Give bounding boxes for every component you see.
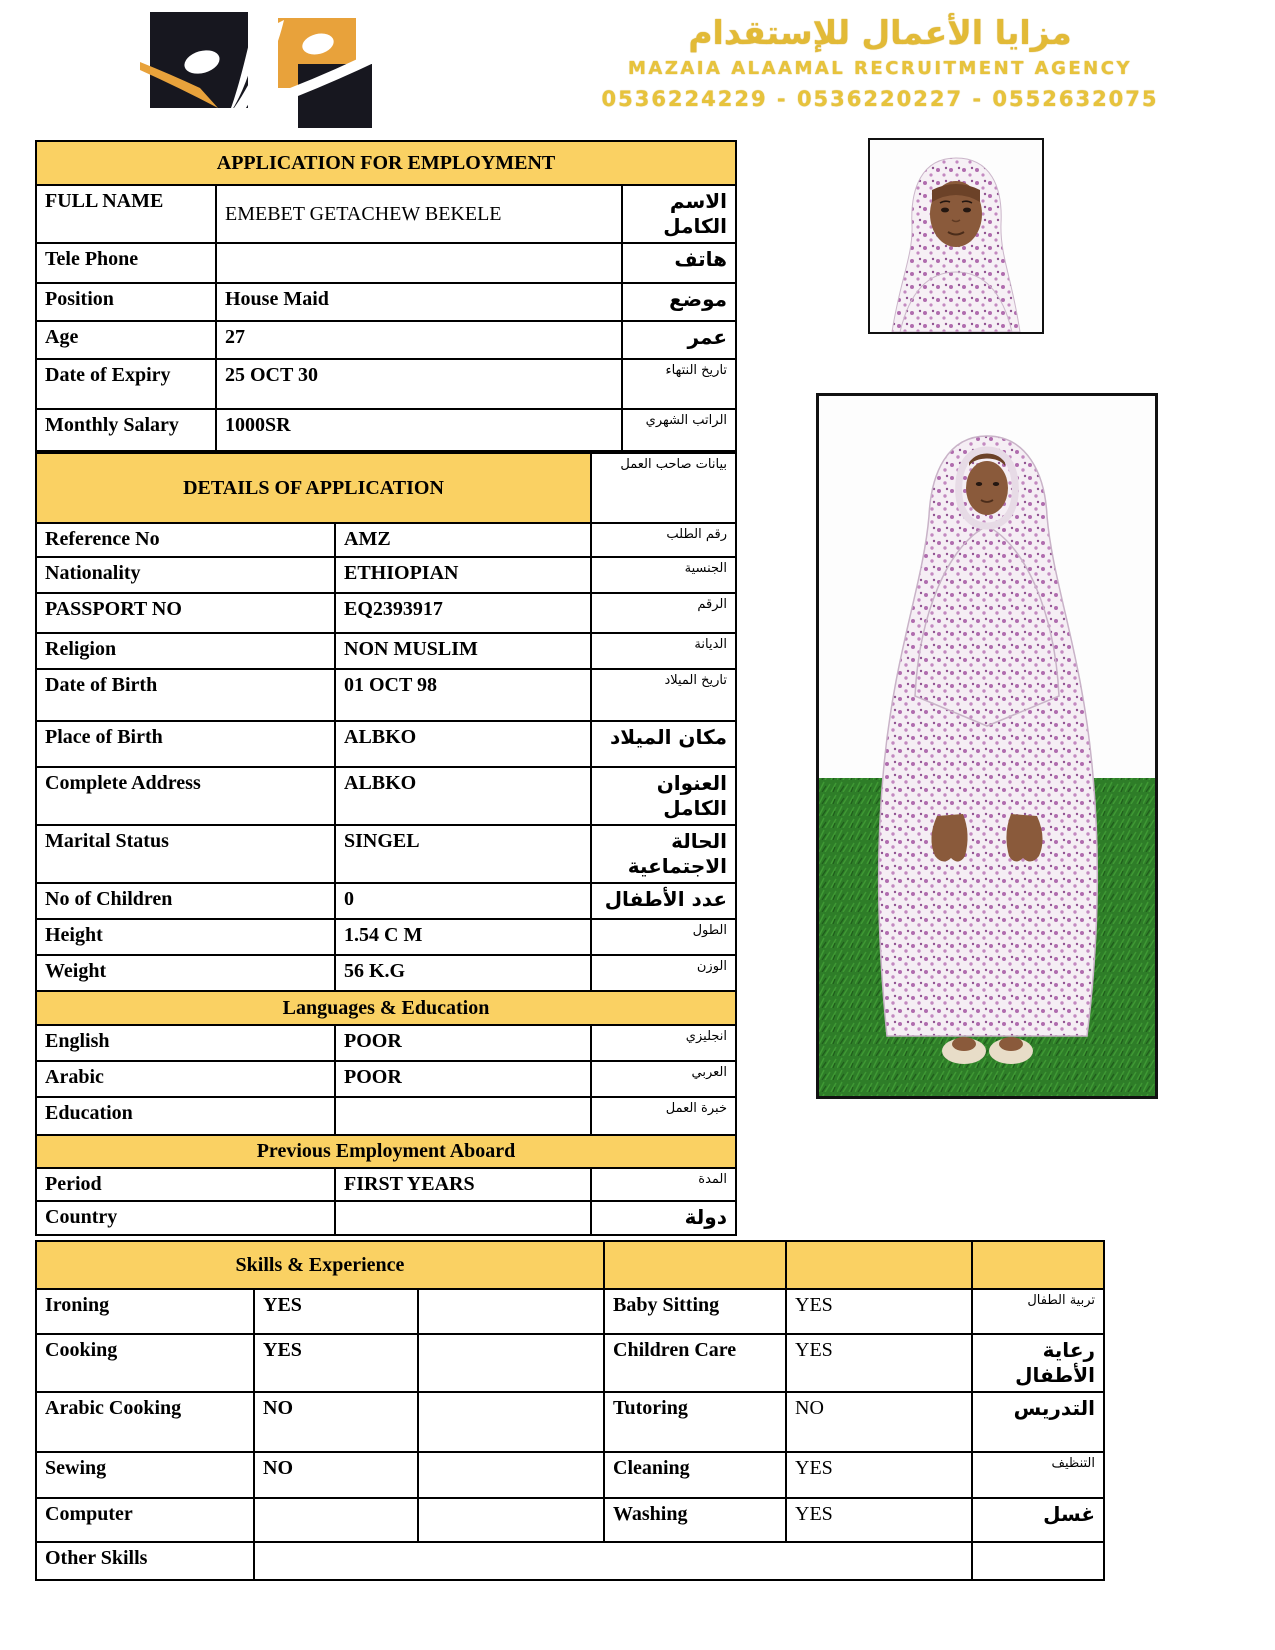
- skill-label: Tutoring: [604, 1392, 786, 1452]
- field-arabic-label: الجنسية: [591, 557, 736, 593]
- field-label: Arabic: [36, 1061, 335, 1097]
- skill-label: Baby Sitting: [604, 1289, 786, 1334]
- agency-logo-graphic: [140, 4, 380, 130]
- field-value: EQ2393917: [335, 593, 591, 633]
- field-label: Position: [36, 283, 216, 321]
- table-row: [36, 1201, 736, 1235]
- table-row: [36, 1135, 736, 1168]
- table-row: [36, 1452, 1104, 1498]
- table-row: [36, 919, 736, 955]
- field-value: [216, 243, 622, 283]
- field-arabic-label: عدد الأطفال: [591, 883, 736, 919]
- languages-section-header: Languages & Education: [36, 991, 736, 1025]
- skill-extra-cell: [418, 1334, 604, 1392]
- field-value: FIRST YEARS: [335, 1168, 591, 1201]
- field-label: Complete Address: [36, 767, 335, 825]
- table-row: [36, 593, 736, 633]
- skill-extra-cell: [418, 1452, 604, 1498]
- skill-arabic-label: تربية الطفال: [972, 1289, 1104, 1334]
- field-arabic-label: مكان الميلاد: [591, 721, 736, 767]
- field-arabic-label: الرقم: [591, 593, 736, 633]
- field-arabic-label: الطول: [591, 919, 736, 955]
- agency-phone-numbers: 0536224229 - 0536220227 - 0552632075: [601, 86, 1159, 111]
- table-row: [36, 1542, 1104, 1580]
- field-label: English: [36, 1025, 335, 1061]
- details-table-title: DETAILS OF APPLICATION: [36, 453, 591, 523]
- field-label: Religion: [36, 633, 335, 669]
- skill-value: NO: [254, 1452, 418, 1498]
- skill-extra-cell: [418, 1498, 604, 1542]
- table-row: [36, 955, 736, 991]
- skill-extra-cell: [418, 1289, 604, 1334]
- table-row: [36, 1241, 1104, 1289]
- skill-value: NO: [786, 1392, 972, 1452]
- field-value: POOR: [335, 1025, 591, 1061]
- agency-name-arabic: مزايا الأعمال للإستقدام: [688, 13, 1072, 52]
- table-row: [36, 409, 736, 451]
- table-row: [36, 767, 736, 825]
- field-value: EMEBET GETACHEW BEKELE: [216, 185, 622, 243]
- skill-value: YES: [254, 1334, 418, 1392]
- field-label: Date of Expiry: [36, 359, 216, 409]
- skill-label: Computer: [36, 1498, 254, 1542]
- skill-value: YES: [786, 1289, 972, 1334]
- field-label: Marital Status: [36, 825, 335, 883]
- table-row: [36, 1289, 1104, 1334]
- field-label: Monthly Salary: [36, 409, 216, 451]
- field-arabic-label: رقم الطلب: [591, 523, 736, 557]
- field-label: FULL NAME: [36, 185, 216, 243]
- field-value: 1.54 C M: [335, 919, 591, 955]
- skill-value: [254, 1498, 418, 1542]
- previous-employment-section-header: Previous Employment Aboard: [36, 1135, 736, 1168]
- field-label: Tele Phone: [36, 243, 216, 283]
- skill-arabic-label: التدريس: [972, 1392, 1104, 1452]
- field-value: AMZ: [335, 523, 591, 557]
- skill-label: Children Care: [604, 1334, 786, 1392]
- field-label: Weight: [36, 955, 335, 991]
- field-value: [335, 1201, 591, 1235]
- field-arabic-label: المدة: [591, 1168, 736, 1201]
- field-value: 1000SR: [216, 409, 622, 451]
- field-arabic-label: انجليزي: [591, 1025, 736, 1061]
- skill-label: Cooking: [36, 1334, 254, 1392]
- agency-name-english: MAZAIA ALAAMAL RECRUITMENT AGENCY: [627, 57, 1132, 79]
- field-arabic-label: الوزن: [591, 955, 736, 991]
- field-arabic-label: العربي: [591, 1061, 736, 1097]
- skill-value: NO: [254, 1392, 418, 1452]
- table-row: [36, 883, 736, 919]
- field-value: NON MUSLIM: [335, 633, 591, 669]
- field-label: Place of Birth: [36, 721, 335, 767]
- applicant-portrait-photo: [868, 138, 1044, 334]
- skill-label: Cleaning: [604, 1452, 786, 1498]
- field-label: Country: [36, 1201, 335, 1235]
- field-value: 0: [335, 883, 591, 919]
- details-table: [35, 452, 737, 1236]
- table-row: [36, 1061, 736, 1097]
- table-row: [36, 359, 736, 409]
- field-label: Period: [36, 1168, 335, 1201]
- field-label: No of Children: [36, 883, 335, 919]
- field-value: 01 OCT 98: [335, 669, 591, 721]
- field-value: 56 K.G: [335, 955, 591, 991]
- field-arabic-label: تاريخ النتهاء: [622, 359, 736, 409]
- field-arabic-label: الديانة: [591, 633, 736, 669]
- employment-table-title: APPLICATION FOR EMPLOYMENT: [36, 141, 736, 185]
- field-arabic-label: العنوان الكامل: [591, 767, 736, 825]
- field-value: ALBKO: [335, 721, 591, 767]
- field-arabic-label: عمر: [622, 321, 736, 359]
- table-row: [36, 633, 736, 669]
- table-row: [36, 243, 736, 283]
- table-row: [36, 721, 736, 767]
- field-label: Date of Birth: [36, 669, 335, 721]
- field-label: Age: [36, 321, 216, 359]
- skill-value: YES: [786, 1334, 972, 1392]
- skill-value: YES: [254, 1289, 418, 1334]
- field-value: [335, 1097, 591, 1135]
- skill-extra-cell: [418, 1392, 604, 1452]
- skill-arabic-label: رعاية الأطفال: [972, 1334, 1104, 1392]
- field-arabic-label: هاتف: [622, 243, 736, 283]
- table-row: [36, 1025, 736, 1061]
- field-value: House Maid: [216, 283, 622, 321]
- agency-logo: [140, 4, 380, 130]
- field-label: Reference No: [36, 523, 335, 557]
- field-label: Height: [36, 919, 335, 955]
- field-arabic-label: خبرة العمل: [591, 1097, 736, 1135]
- other-skills-arabic-cell: [972, 1542, 1104, 1580]
- skills-header-cell: [604, 1241, 786, 1289]
- field-arabic-label: الراتب الشهري: [622, 409, 736, 451]
- details-table-title-arabic: بيانات صاحب العمل: [591, 453, 736, 523]
- table-row: [36, 283, 736, 321]
- table-row: [36, 825, 736, 883]
- skill-label: Ironing: [36, 1289, 254, 1334]
- employment-table: [35, 140, 737, 452]
- field-arabic-label: موضع: [622, 283, 736, 321]
- table-row: [36, 1498, 1104, 1542]
- table-row: [36, 669, 736, 721]
- skill-arabic-label: التنظيف: [972, 1452, 1104, 1498]
- field-value: ETHIOPIAN: [335, 557, 591, 593]
- skill-label: Washing: [604, 1498, 786, 1542]
- field-arabic-label: الحالة الاجتماعية: [591, 825, 736, 883]
- field-arabic-label: الاسم الكامل: [622, 185, 736, 243]
- table-row: [36, 1334, 1104, 1392]
- table-row: [36, 321, 736, 359]
- skill-label: Other Skills: [36, 1542, 254, 1580]
- field-value: ALBKO: [335, 767, 591, 825]
- field-label: Education: [36, 1097, 335, 1135]
- skill-value: YES: [786, 1452, 972, 1498]
- field-value: 27: [216, 321, 622, 359]
- field-label: PASSPORT NO: [36, 593, 335, 633]
- field-arabic-label: تاريخ الميلاد: [591, 669, 736, 721]
- field-value: SINGEL: [335, 825, 591, 883]
- field-arabic-label: دولة: [591, 1201, 736, 1235]
- table-row: [36, 557, 736, 593]
- table-row: [36, 141, 736, 185]
- agency-header: [540, 14, 1220, 111]
- field-value: POOR: [335, 1061, 591, 1097]
- other-skills-value-cell: [254, 1542, 972, 1580]
- table-row: [36, 185, 736, 243]
- skill-label: Arabic Cooking: [36, 1392, 254, 1452]
- table-row: [36, 1392, 1104, 1452]
- table-row: [36, 1097, 736, 1135]
- skills-table: [35, 1240, 1105, 1581]
- field-value: 25 OCT 30: [216, 359, 622, 409]
- applicant-fulllength-photo: [816, 393, 1158, 1099]
- skill-value: YES: [786, 1498, 972, 1542]
- skill-arabic-label: غسل: [972, 1498, 1104, 1542]
- table-row: [36, 523, 736, 557]
- skill-label: Sewing: [36, 1452, 254, 1498]
- table-row: [36, 453, 736, 523]
- field-label: Nationality: [36, 557, 335, 593]
- skills-table-title: Skills & Experience: [36, 1241, 604, 1289]
- table-row: [36, 991, 736, 1025]
- skills-header-cell: [972, 1241, 1104, 1289]
- skills-header-cell: [786, 1241, 972, 1289]
- table-row: [36, 1168, 736, 1201]
